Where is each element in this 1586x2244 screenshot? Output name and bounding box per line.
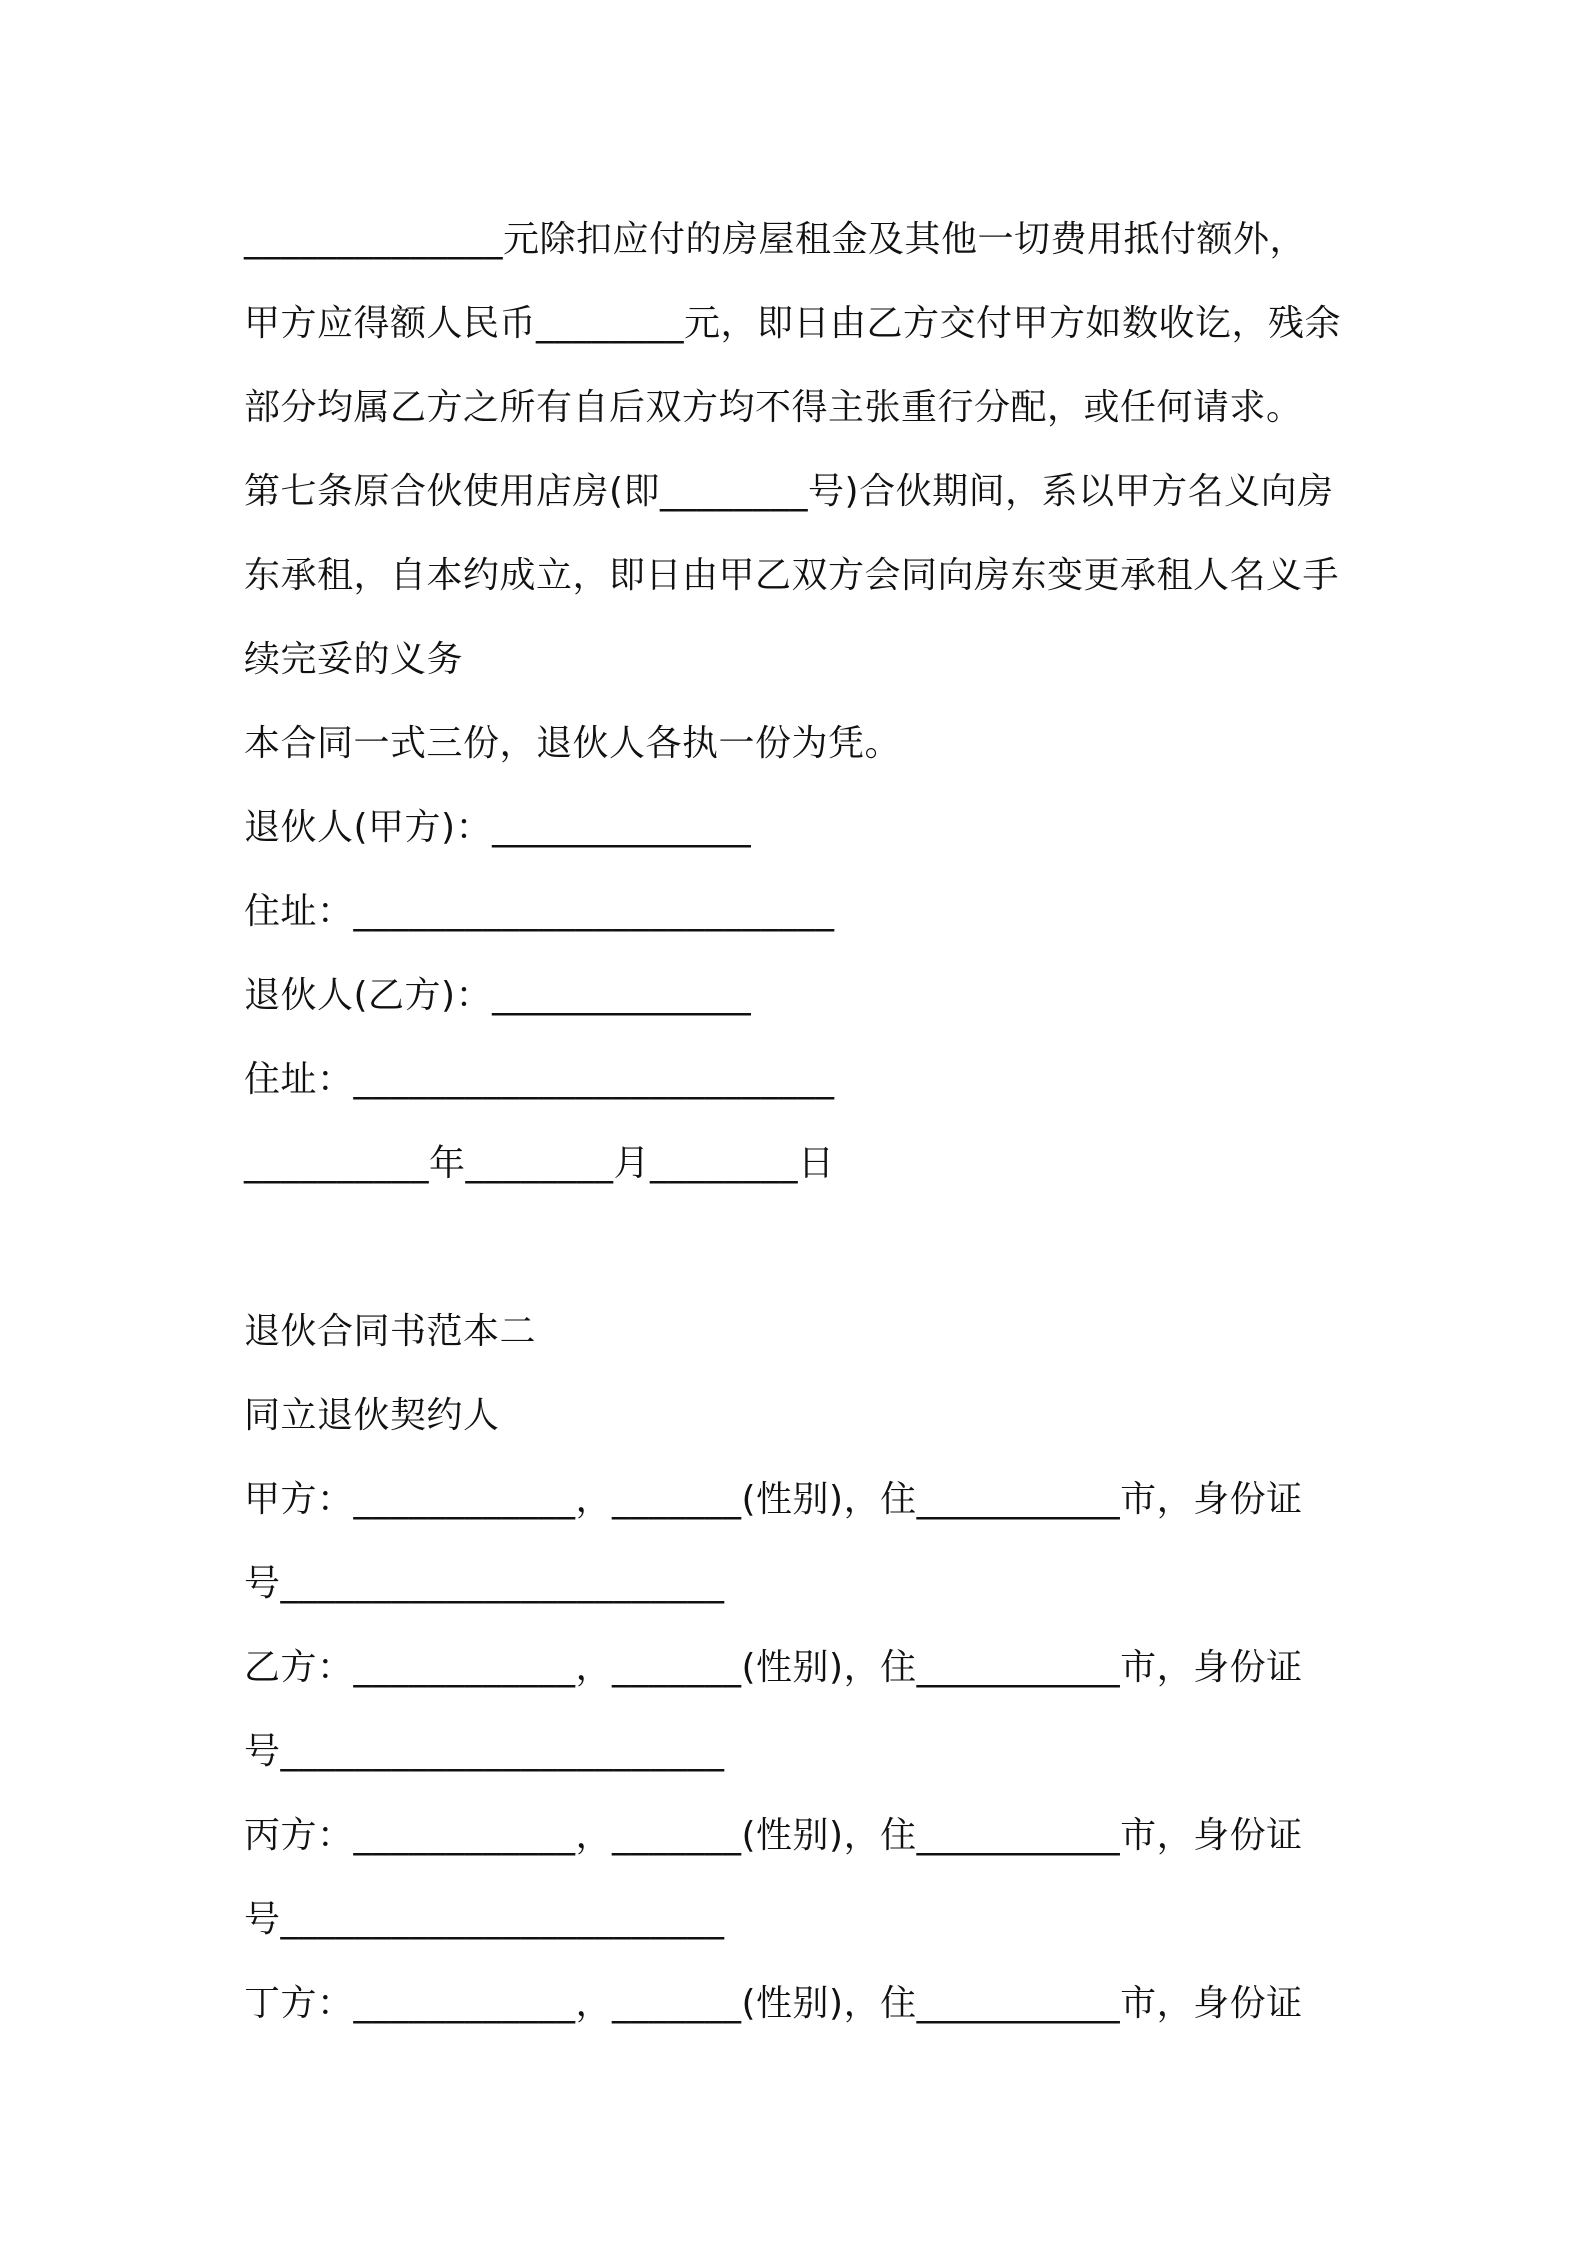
address-line: 住址：__________________________ [244,891,835,932]
id-line: 号________________________ [244,1899,725,1940]
section-title: 退伙合同书范本二 [244,1311,537,1352]
signature-line-party-b: 退伙人(乙方)：______________ [244,975,752,1016]
text-line: 续完妥的义务 [244,639,464,680]
id-line: 号________________________ [244,1563,725,1604]
text-line: 第七条原合伙使用店房(即________号)合伙期间，系以甲方名义向房 [244,471,1334,512]
party-line: 丁方：____________，_______(性别)，住___________市，身份证 [244,1983,1303,2024]
signature-line-party-a: 退伙人(甲方)：______________ [244,807,752,848]
text-line: ______________元除扣应付的房屋租金及其他一切费用抵付额外， [244,219,1307,260]
id-line: 号________________________ [244,1731,725,1772]
address-line: 住址：__________________________ [244,1059,835,1100]
text-line: 东承租，自本约成立，即日由甲乙双方会同向房东变更承租人名义手 [244,555,1340,596]
text-line: 甲方应得额人民币________元，即日由乙方交付甲方如数收讫，残余 [244,303,1342,344]
party-line: 丙方：____________，_______(性别)，住___________市，身份证 [244,1815,1303,1856]
text-line: 同立退伙契约人 [244,1395,500,1436]
text-line: 本合同一式三份，退伙人各执一份为凭。 [244,723,902,764]
party-line: 乙方：____________，_______(性别)，住___________市，身份证 [244,1647,1303,1688]
date-line: __________年________月________日 [244,1143,835,1184]
text-line: 部分均属乙方之所有自后双方均不得主张重行分配，或任何请求。 [244,387,1303,428]
section-gap [244,1206,1364,1290]
document-body [244,198,1364,2046]
party-line: 甲方：____________，_______(性别)，住___________市，身份证 [244,1479,1303,1520]
